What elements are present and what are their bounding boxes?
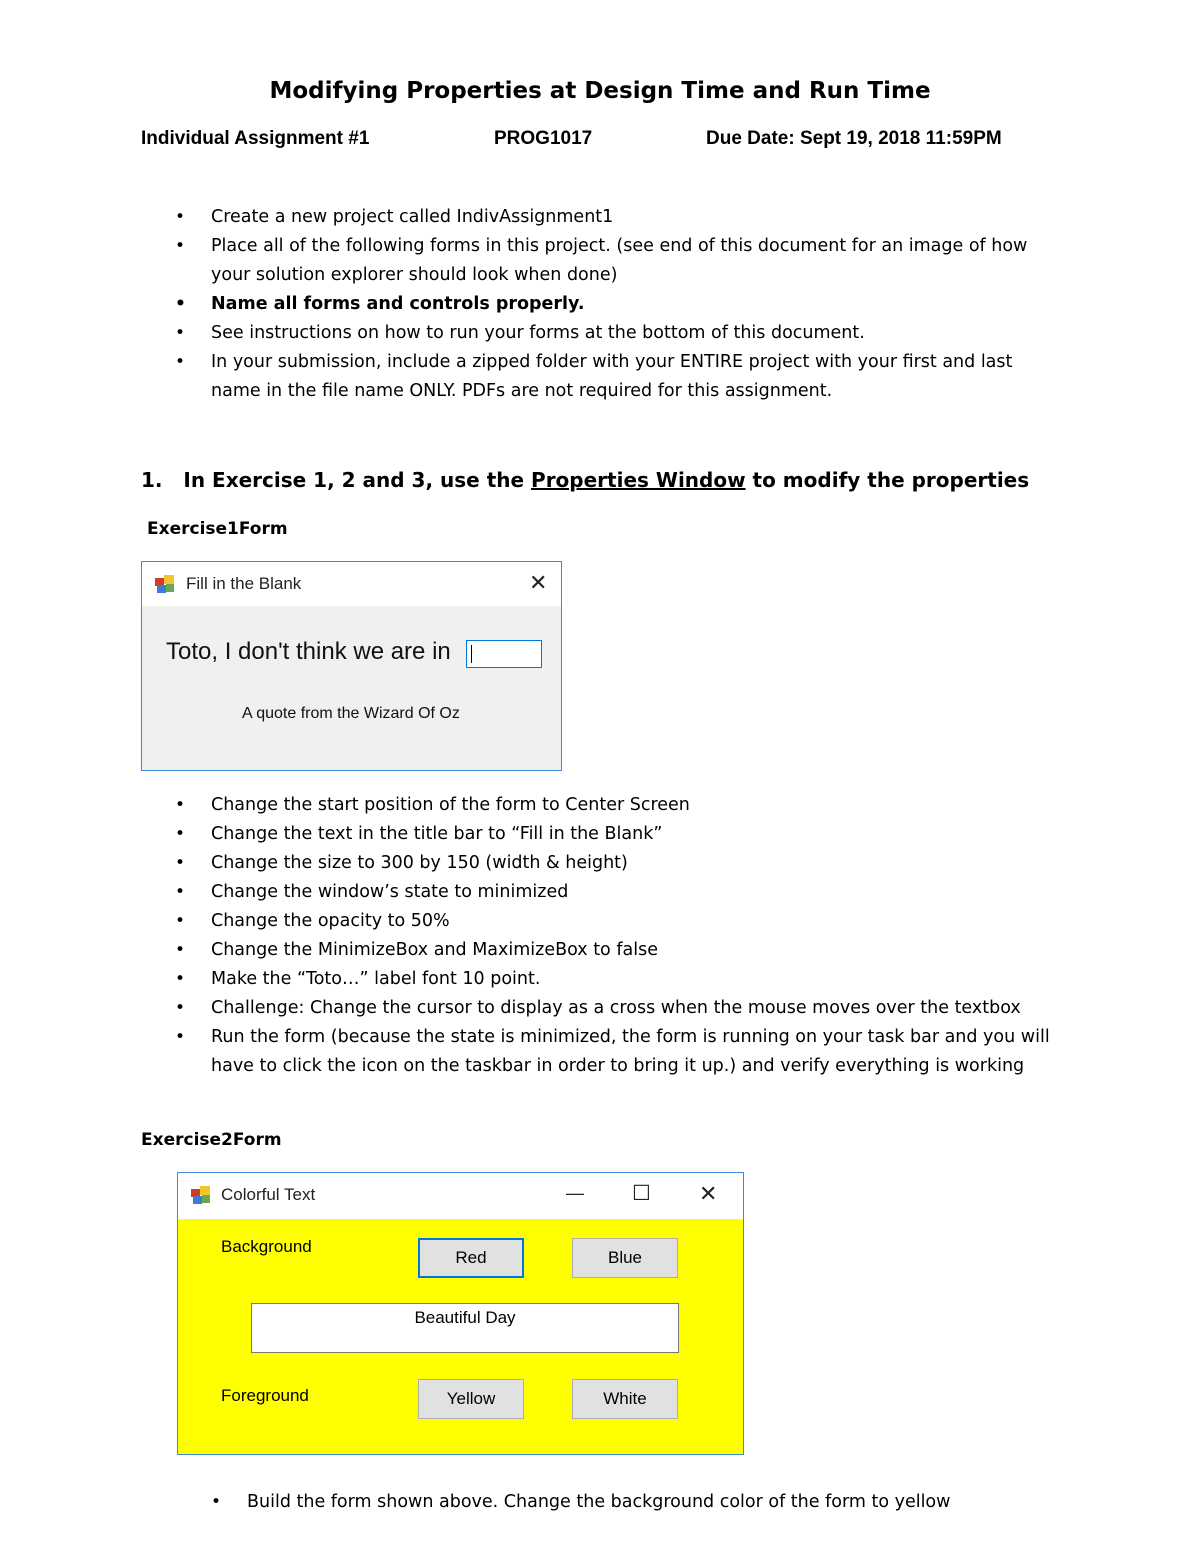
- intro-list: [141, 203, 1061, 406]
- toto-label: Toto, I don't think we are in: [166, 638, 451, 665]
- list-item: • Run the form (because the state is minimized, the form is running on your task bar and you will have to click the icon on the taskbar in order to bring it up.) and verify everything is working: [141, 1023, 1081, 1081]
- text-cursor: [471, 645, 472, 663]
- minimize-icon[interactable]: —: [566, 1183, 584, 1203]
- list-item: • Create a new project called IndivAssignment1: [141, 203, 1061, 232]
- title-bar: [142, 562, 561, 606]
- white-button[interactable]: White: [572, 1379, 678, 1419]
- assignment-label: Individual Assignment #1: [141, 128, 370, 149]
- title-bar: [178, 1173, 743, 1219]
- list-item: • See instructions on how to run your forms at the bottom of this document.: [141, 319, 1061, 348]
- answer-textbox[interactable]: [466, 640, 542, 668]
- course-code: PROG1017: [494, 128, 593, 149]
- properties-window-link: Properties Window: [531, 468, 746, 492]
- exercise2-heading: Exercise2Form: [141, 1130, 282, 1150]
- list-item: • Make the “Toto…” label font 10 point.: [141, 965, 1081, 994]
- app-icon: [155, 575, 175, 593]
- yellow-button[interactable]: Yellow: [418, 1379, 524, 1419]
- list-item: • Change the MinimizeBox and MaximizeBox to false: [141, 936, 1081, 965]
- list-item: • Change the window’s state to minimized: [141, 878, 1081, 907]
- list-item: • Name all forms and controls properly.: [141, 290, 1061, 319]
- due-date: Due Date: Sept 19, 2018 11:59PM: [706, 128, 1002, 149]
- exercise2-list: [177, 1488, 1097, 1517]
- maximize-icon[interactable]: ☐: [632, 1182, 651, 1205]
- list-item: • Place all of the following forms in this project. (see end of this document for an image of how your solution explorer should look when done): [141, 232, 1061, 290]
- list-item: • Change the text in the title bar to “Fill in the Blank”: [141, 820, 1081, 849]
- window-title: Fill in the Blank: [186, 574, 302, 593]
- app-icon: [191, 1186, 211, 1204]
- exercise1-heading: Exercise1Form: [147, 519, 288, 539]
- foreground-label: Foreground: [221, 1386, 309, 1405]
- red-button[interactable]: Red: [418, 1238, 524, 1278]
- close-icon[interactable]: ✕: [699, 1181, 718, 1206]
- window-title: Colorful Text: [221, 1185, 316, 1204]
- list-item: • Build the form shown above. Change the background color of the form to yellow: [177, 1488, 1097, 1517]
- section-heading: 1. In Exercise 1, 2 and 3, use the Properties Window to modify the properties: [141, 468, 1030, 492]
- list-item: • Change the opacity to 50%: [141, 907, 1081, 936]
- beautiful-day-textbox[interactable]: Beautiful Day: [251, 1303, 679, 1353]
- exercise1-list: [141, 791, 1081, 1081]
- quote-label: A quote from the Wizard Of Oz: [242, 705, 460, 722]
- background-label: Background: [221, 1237, 312, 1256]
- list-item: • In your submission, include a zipped folder with your ENTIRE project with your first and last name in the file name ONLY. PDFs are not required for this assignment.: [141, 348, 1061, 406]
- fill-in-blank-window: [141, 561, 562, 771]
- list-item: • Challenge: Change the cursor to display as a cross when the mouse moves over the textbox: [141, 994, 1081, 1023]
- colorful-text-window: [177, 1172, 744, 1455]
- close-icon[interactable]: ✕: [529, 570, 548, 595]
- blue-button[interactable]: Blue: [572, 1238, 678, 1278]
- list-item: • Change the start position of the form to Center Screen: [141, 791, 1081, 820]
- page-title: Modifying Properties at Design Time and Run Time: [269, 78, 931, 104]
- list-item: • Change the size to 300 by 150 (width & height): [141, 849, 1081, 878]
